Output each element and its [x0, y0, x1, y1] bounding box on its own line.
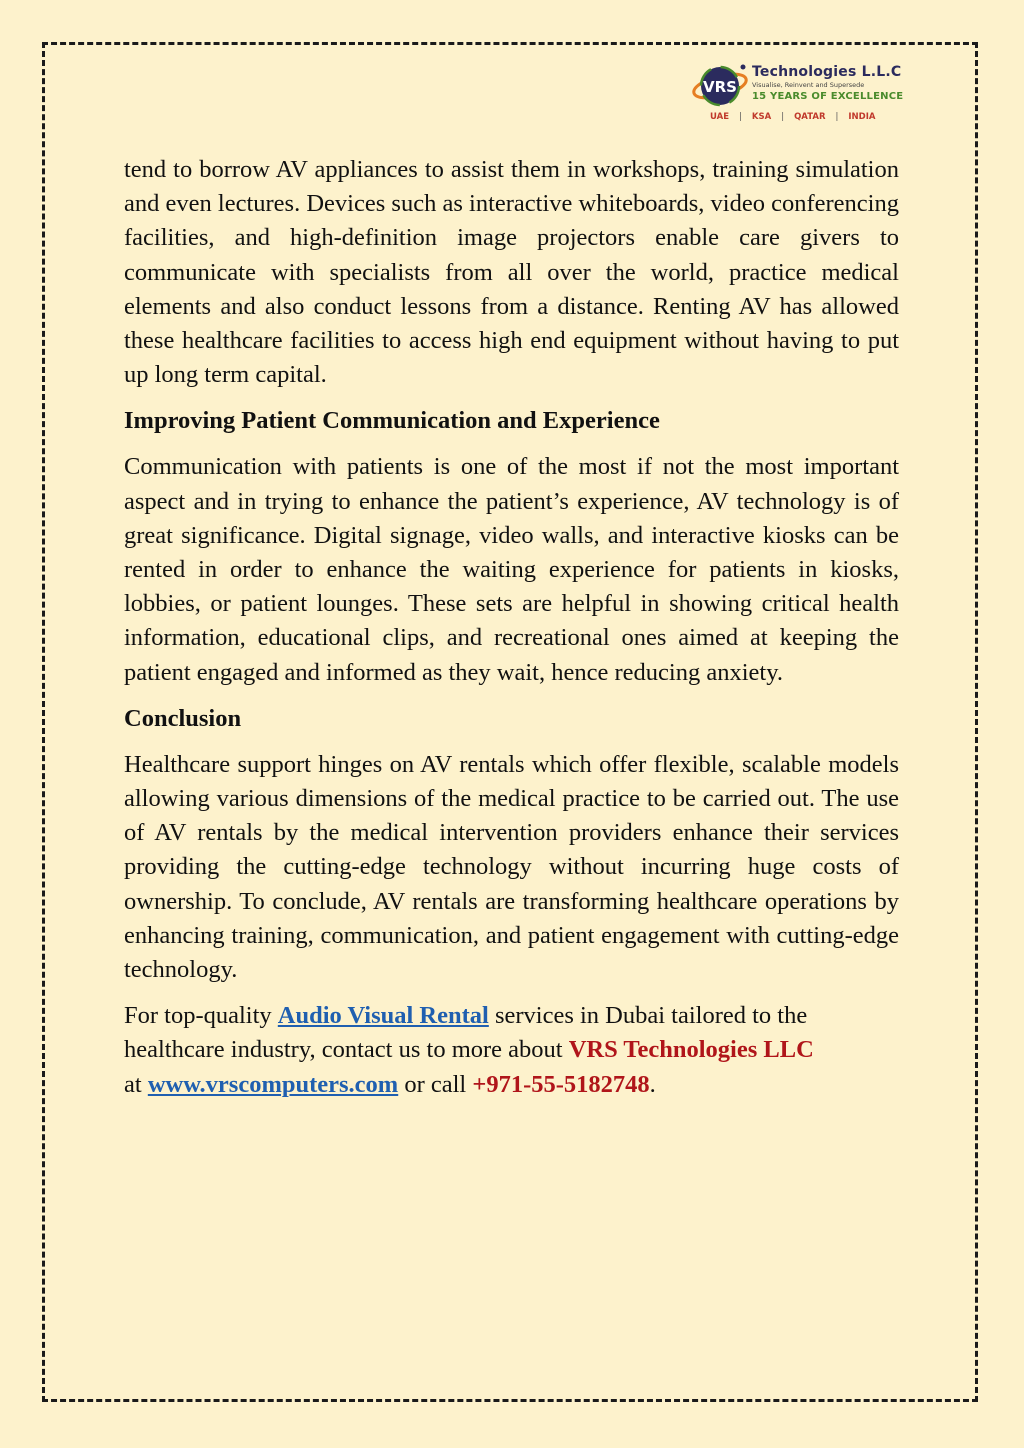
cta-at: at: [124, 1070, 148, 1098]
phone-number: +971-55-5182748: [472, 1070, 650, 1098]
logo-tagline: Visualise, Reinvent and Supersede: [752, 81, 865, 89]
vrs-globe-icon: [690, 62, 752, 110]
audio-visual-rental-link[interactable]: Audio Visual Rental: [277, 1002, 489, 1030]
patient-communication-paragraph: Communication with patients is one of the most if not the most important aspect and in trying to enhance the patient’s experience, AV technology is of great significance. Digital signage, video walls, and interactive kiosks can be rented in order to enhance the waiting experience for patients in kiosks, lobbies, or patient lounges. These sets are helpful in showing critical health information, educational clips, and recreational ones aimed at keeping the patient engaged and informed as they wait, hence reducing anxiety.: [124, 453, 899, 686]
logo-company-name: Technologies L.L.C: [752, 64, 902, 80]
intro-paragraph: tend to borrow AV appliances to assist them in workshops, training simulation and even lectures. Devices such as interactive whiteboards, video conferencing facilities, and high-definition image projectors enable care givers to communicate with specialists from all over the world, practice medical elements and also conduct lessons from a distance. Renting AV has allowed these healthcare facilities to access high end equipment without having to put up long term capital.: [124, 156, 899, 389]
cta-or-call: or call: [398, 1070, 473, 1098]
section-heading-conclusion: Conclusion: [124, 704, 242, 732]
region-india: INDIA: [848, 112, 876, 122]
section-heading-patient-communication: Improving Patient Communication and Experience: [124, 407, 660, 435]
cta-end: .: [649, 1070, 656, 1098]
call-to-action-paragraph: [124, 999, 899, 1102]
cta-prefix: For top-quality: [124, 1002, 278, 1030]
conclusion-paragraph: Healthcare support hinges on AV rentals which offer flexible, scalable models allowing various dimensions of the medical practice to be carried out. The use of AV rentals by the medical intervention providers enhance their services providing the cutting-edge technology without incurring huge costs of ownership. To conclude, AV rentals are transforming healthcare operations by enhancing training, communication, and patient engagement with cutting-edge technology.: [124, 750, 899, 984]
region-uae: UAE: [710, 112, 730, 122]
region-ksa: KSA: [751, 112, 772, 122]
company-logo: [690, 62, 910, 126]
logo-regions: UAE | KSA | QATAR | INDIA: [710, 112, 876, 122]
document-body: [124, 153, 899, 1102]
logo-mark: VRS: [703, 78, 737, 96]
logo-years: 15 YEARS OF EXCELLENCE: [752, 91, 904, 102]
cta-middle: services in Dubai tailored to the healthcare industry, contact us to more about: [124, 1002, 808, 1064]
region-qatar: QATAR: [794, 112, 826, 122]
company-name-highlight: VRS Technologies LLC: [568, 1036, 814, 1064]
website-link[interactable]: www.vrscomputers.com: [147, 1070, 399, 1098]
